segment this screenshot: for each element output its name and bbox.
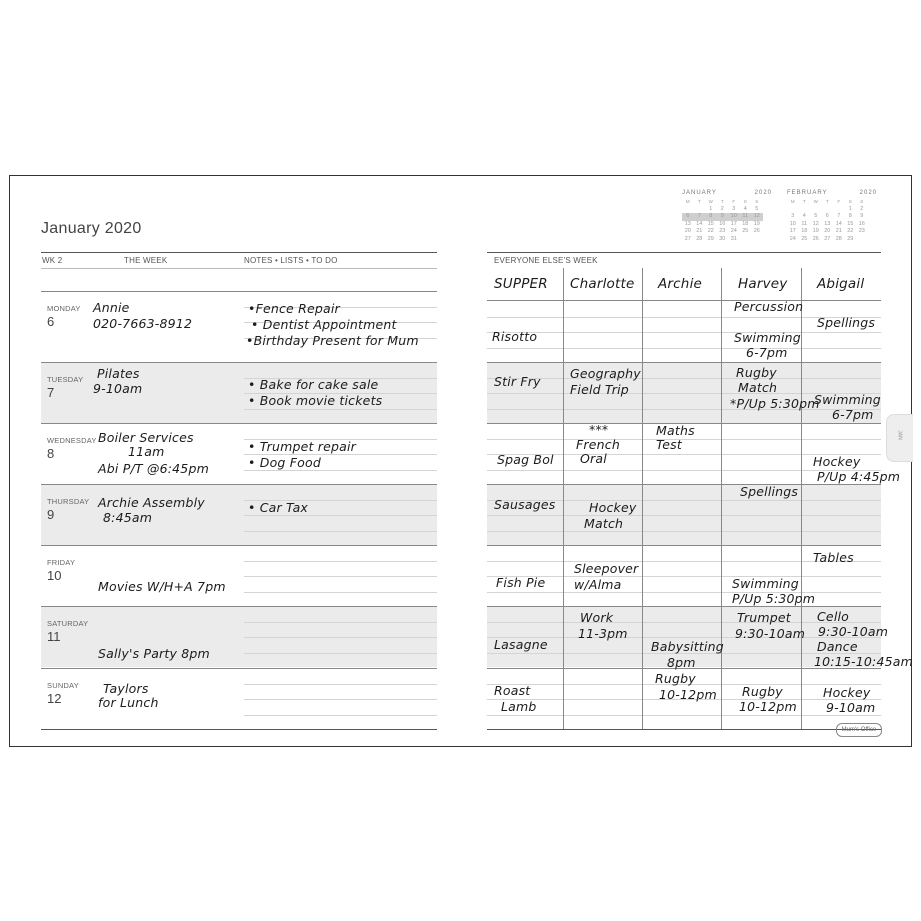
column-header: Charlotte <box>570 276 635 292</box>
cell-entry-abigail: Swimming <box>814 392 881 407</box>
cell-entry-charlotte: Hockey <box>589 500 637 515</box>
the-week-label: THE WEEK <box>124 256 168 265</box>
cell-entry-harvey: Rugby <box>742 684 783 699</box>
grid-row-divider <box>487 545 881 546</box>
mini-calendar-day: 27 <box>824 235 831 242</box>
week-entry: Boiler Services <box>98 430 194 445</box>
mini-calendar-day: 18 <box>801 228 808 234</box>
cell-entry-harvey: 10-12pm <box>739 699 797 714</box>
mini-calendar-day: 24 <box>730 228 737 234</box>
cell-entry-charlotte: Oral <box>580 451 607 466</box>
mini-calendar-grid <box>682 198 763 243</box>
cell-entry-abigail: 10:15-10:45am <box>814 654 913 669</box>
mini-calendar-day <box>740 236 752 244</box>
mini-calendar-day: 5 <box>755 205 759 212</box>
day-name: SUNDAY <box>47 681 79 690</box>
cell-entry-supper: Spag Bol <box>497 452 554 467</box>
cell-entry-abigail: Hockey <box>823 685 871 700</box>
page-title: January 2020 <box>41 220 142 237</box>
grid-line <box>487 576 881 577</box>
mini-calendar-day: 17 <box>730 220 737 227</box>
mini-calendar-year: 2020 <box>859 190 877 196</box>
note-entry: • Bake for cake sale <box>248 377 379 392</box>
column-header: Harvey <box>738 276 788 292</box>
mini-calendar-day: 29 <box>707 235 714 242</box>
grid-line <box>487 515 881 516</box>
note-entry: • Book movie tickets <box>248 393 383 408</box>
cell-entry-abigail: P/Up 4:45pm <box>817 469 901 484</box>
mini-calendar-day: 14 <box>835 220 842 227</box>
day-name: SATURDAY <box>47 619 89 628</box>
note-entry: • Trumpet repair <box>248 439 356 454</box>
mini-calendar-day: 21 <box>696 228 703 234</box>
note-line <box>244 653 437 654</box>
mini-calendar-day: 5 <box>814 213 818 219</box>
cell-entry-harvey: Swimming <box>732 576 799 591</box>
mini-calendar-day: 8 <box>848 213 852 219</box>
column-header: SUPPER <box>494 276 548 292</box>
mini-calendar-day: 1 <box>848 205 852 212</box>
mini-calendar-dow: W <box>708 199 713 204</box>
column-header: Abigail <box>817 276 865 292</box>
grid-column-line <box>642 268 643 729</box>
note-line <box>244 684 437 685</box>
day-divider <box>41 606 437 607</box>
mini-calendar-day: 28 <box>696 235 703 242</box>
note-entry: •Fence Repair <box>248 301 340 316</box>
day-number: 10 <box>47 568 62 583</box>
cell-entry-charlotte: Work <box>580 610 614 625</box>
week-number-label: WK 2 <box>42 256 63 265</box>
mini-calendar-header <box>787 190 877 196</box>
mini-calendar-day <box>751 236 763 244</box>
mini-calendar-year: 2020 <box>754 190 772 196</box>
cell-entry-abigail: 9-10am <box>826 700 876 715</box>
day-name: WEDNESDAY <box>47 436 97 445</box>
day-divider <box>41 362 437 363</box>
right-bottom-rule <box>487 729 881 730</box>
grid-line <box>487 715 881 716</box>
header-bottom-rule <box>41 268 437 269</box>
cell-entry-supper: Stir Fry <box>494 374 541 389</box>
mini-calendar-dow: S <box>848 199 852 204</box>
mini-calendar-month: JANUARY <box>682 190 717 196</box>
mini-calendar-dow: S <box>860 199 864 204</box>
mini-calendar-dow: M <box>685 199 690 204</box>
mini-calendar-day: 19 <box>812 228 819 234</box>
mini-calendar-dow: T <box>697 199 701 204</box>
mini-calendar-day: 7 <box>837 213 841 219</box>
mini-calendar-day: 31 <box>730 235 737 242</box>
mini-calendar-dow: T <box>802 199 806 204</box>
cell-entry-charlotte: French <box>576 437 620 452</box>
cell-entry-charlotte: Geography <box>570 366 641 381</box>
day-divider <box>41 668 437 669</box>
day-name: TUESDAY <box>47 375 84 384</box>
grid-line <box>487 378 881 379</box>
cell-entry-harvey: Match <box>738 380 778 395</box>
note-line <box>244 531 437 532</box>
day-number: 11 <box>47 629 61 644</box>
day-divider <box>41 484 437 485</box>
note-line <box>244 715 437 716</box>
mini-calendar-day: 11 <box>740 213 752 221</box>
day-divider <box>41 423 437 424</box>
everyone-else-label: EVERYONE ELSE'S WEEK <box>494 256 598 265</box>
week-entry: 11am <box>128 444 165 459</box>
cell-entry-harvey: Rugby <box>736 365 777 380</box>
mini-calendar-month: FEBRUARY <box>787 190 828 196</box>
mini-calendar-grid <box>787 198 868 243</box>
mini-calendar-day: 26 <box>812 235 819 242</box>
cell-entry-harvey: Swimming <box>734 330 801 345</box>
note-line <box>244 637 437 638</box>
mini-calendar-day: 23 <box>858 228 865 234</box>
mini-calendar-day: 30 <box>719 235 726 242</box>
mini-calendar-day <box>799 206 811 214</box>
week-entry: Taylors <box>103 681 149 696</box>
note-entry: • Dog Food <box>248 455 321 470</box>
cell-entry-harvey: Trumpet <box>737 610 791 625</box>
cell-entry-supper: Lamb <box>501 699 537 714</box>
mini-calendar <box>787 190 877 243</box>
mini-calendar-day <box>694 206 706 214</box>
note-line <box>244 576 437 577</box>
grid-line <box>487 348 881 349</box>
cell-entry-harvey: Percussion <box>734 299 804 314</box>
mini-calendar-day: 24 <box>789 235 796 242</box>
cell-entry-charlotte: Field Trip <box>570 382 629 397</box>
cell-entry-archie: 10-12pm <box>659 687 717 702</box>
mini-calendar-day: 25 <box>801 235 808 242</box>
mini-calendar-day: 17 <box>789 228 796 234</box>
grid-column-line <box>801 268 802 729</box>
mini-calendar-day: 6 <box>825 213 829 219</box>
mini-calendar-day: 12 <box>812 220 819 227</box>
mini-calendar-day: 26 <box>753 228 760 234</box>
mini-calendar-day: 15 <box>847 220 854 227</box>
mini-calendar-day: 10 <box>728 213 740 221</box>
mini-calendar-day: 21 <box>835 228 842 234</box>
mini-calendar-dow: W <box>813 199 818 204</box>
mini-calendar-day: 13 <box>684 220 691 227</box>
cell-entry-archie: Test <box>656 437 682 452</box>
day-name: MONDAY <box>47 304 81 313</box>
mini-calendar-day: 25 <box>742 228 749 234</box>
week-entry: 020-7663-8912 <box>93 316 193 331</box>
mini-calendar-day: 16 <box>719 220 726 227</box>
mini-calendar-day: 9 <box>717 213 729 221</box>
cell-entry-archie: Babysitting <box>651 639 724 654</box>
day-divider <box>41 545 437 546</box>
notes-label: NOTES • LISTS • TO DO <box>244 256 338 265</box>
cell-entry-supper: Fish Pie <box>496 575 546 590</box>
mini-calendar-day: 8 <box>705 213 717 221</box>
cell-entry-harvey: *P/Up 5:30pm <box>730 396 820 411</box>
mini-calendar-day: 23 <box>719 228 726 234</box>
grid-line <box>487 439 881 440</box>
mini-calendar-day: 15 <box>707 220 714 227</box>
week-entry: 8:45am <box>103 510 153 525</box>
grid-line <box>487 409 881 410</box>
mini-calendar-day <box>856 236 868 244</box>
cell-entry-supper: Sausages <box>494 497 556 512</box>
note-line <box>244 515 437 516</box>
mini-calendar-day: 22 <box>707 228 714 234</box>
mini-calendar-day: 12 <box>751 213 763 221</box>
mini-calendar-day: 4 <box>743 205 747 212</box>
mini-calendar-day: 11 <box>801 220 808 227</box>
week-entry: 9-10am <box>93 381 143 396</box>
month-tab[interactable] <box>886 414 913 462</box>
note-entry: • Dentist Appointment <box>251 317 397 332</box>
mini-calendar-day: 13 <box>824 220 831 227</box>
day-number: 6 <box>47 314 55 329</box>
mini-calendar-header <box>682 190 772 196</box>
day-name: FRIDAY <box>47 558 76 567</box>
cell-entry-archie: Maths <box>656 423 695 438</box>
mini-calendar-day: 7 <box>694 213 706 221</box>
cell-entry-harvey: P/Up 5:30pm <box>732 591 816 606</box>
mini-calendar-dow: T <box>720 199 724 204</box>
grid-column-line <box>721 268 722 729</box>
mini-calendar-day: 3 <box>732 205 736 212</box>
grid-row-divider <box>487 606 881 607</box>
week-entry: Sally's Party 8pm <box>98 646 210 661</box>
cell-entry-charlotte: Sleepover <box>574 561 639 576</box>
grid-row-divider <box>487 362 881 363</box>
cell-entry-harvey: Spellings <box>740 484 799 499</box>
mini-calendar-dow: T <box>825 199 829 204</box>
grid-header-rule <box>487 300 881 301</box>
mini-calendar <box>682 190 772 243</box>
cell-entry-abigail: Dance <box>817 639 858 654</box>
mini-calendar-dow: F <box>732 199 736 204</box>
grid-line <box>487 531 881 532</box>
day-number: 7 <box>47 385 55 400</box>
header-top-rule <box>41 252 437 253</box>
cell-entry-charlotte: 11-3pm <box>578 626 628 641</box>
cell-entry-supper: Risotto <box>492 329 538 344</box>
mini-calendar-day: 14 <box>696 220 703 227</box>
mini-calendar-day: 10 <box>789 220 796 227</box>
week-entry: Pilates <box>97 366 140 381</box>
cell-entry-abigail: 9:30-10am <box>818 624 889 639</box>
week-entry: Archie Assembly <box>98 495 205 510</box>
note-line <box>244 622 437 623</box>
mini-calendar-day <box>833 206 845 214</box>
day-divider <box>41 291 437 292</box>
week-entry: Annie <box>93 300 130 315</box>
mini-calendar-day: 2 <box>720 205 724 212</box>
note-line <box>244 561 437 562</box>
week-entry: for Lunch <box>98 695 159 710</box>
mini-calendar-day <box>787 206 799 214</box>
mini-calendar-day: 29 <box>847 235 854 242</box>
mini-calendar-day: 19 <box>753 220 760 227</box>
column-header: Archie <box>658 276 703 292</box>
cell-entry-charlotte: w/Alma <box>574 577 622 592</box>
week-entry: Movies W/H+A 7pm <box>98 579 226 594</box>
grid-row-divider <box>487 484 881 485</box>
cell-entry-abigail: Hockey <box>813 454 861 469</box>
note-entry: • Car Tax <box>248 500 309 515</box>
mini-calendar-day: 3 <box>791 213 795 219</box>
mini-calendar-day <box>682 206 694 214</box>
brand-logo: Mum's Office <box>836 723 882 737</box>
mini-calendar-day: 20 <box>684 228 691 234</box>
left-bottom-rule <box>41 729 437 730</box>
cell-entry-abigail: Cello <box>817 609 850 624</box>
grid-line <box>487 592 881 593</box>
mini-calendar-day: 27 <box>684 235 691 242</box>
mini-calendar-day: 2 <box>860 205 864 212</box>
mini-calendar-day: 4 <box>802 213 806 219</box>
mini-calendar-day: 22 <box>847 228 854 234</box>
day-number: 9 <box>47 507 55 522</box>
mini-calendar-day: 1 <box>709 205 713 212</box>
day-number: 8 <box>47 446 55 461</box>
week-entry: Abi P/T @6:45pm <box>98 461 209 476</box>
cell-entry-abigail: Spellings <box>817 315 876 330</box>
mini-calendar-dow: S <box>743 199 747 204</box>
month-tab-label: JAN <box>896 430 903 440</box>
mini-calendar-day: 9 <box>860 213 864 219</box>
cell-entry-archie: 8pm <box>667 655 696 670</box>
mini-calendar-day: 20 <box>824 228 831 234</box>
note-line <box>244 699 437 700</box>
mini-calendar-dow: F <box>837 199 841 204</box>
mini-calendar-day: 28 <box>835 235 842 242</box>
mini-calendar-day <box>822 206 834 214</box>
cell-entry-abigail: 6-7pm <box>832 407 874 422</box>
mini-calendar-day: 18 <box>742 220 749 227</box>
cell-entry-abigail: Tables <box>813 550 854 565</box>
cell-entry-archie: Rugby <box>655 671 696 686</box>
note-entry: •Birthday Present for Mum <box>246 333 419 348</box>
mini-calendar-dow: S <box>755 199 759 204</box>
mini-calendar-dow: M <box>790 199 795 204</box>
mini-calendar-day: 6 <box>682 213 694 221</box>
cell-entry-charlotte: Match <box>584 516 624 531</box>
note-line <box>244 592 437 593</box>
day-name: THURSDAY <box>47 497 90 506</box>
note-line <box>244 409 437 410</box>
right-top-rule <box>487 252 881 253</box>
grid-column-line <box>563 268 564 729</box>
cell-entry-charlotte: *** <box>589 422 609 437</box>
cell-entry-harvey: 6-7pm <box>746 345 788 360</box>
mini-calendar-day: 16 <box>858 220 865 227</box>
cell-entry-supper: Lasagne <box>494 637 548 652</box>
cell-entry-supper: Roast <box>494 683 531 698</box>
cell-entry-harvey: 9:30-10am <box>735 626 806 641</box>
mini-calendar-day <box>810 206 822 214</box>
day-number: 12 <box>47 691 62 706</box>
grid-line <box>487 332 881 333</box>
